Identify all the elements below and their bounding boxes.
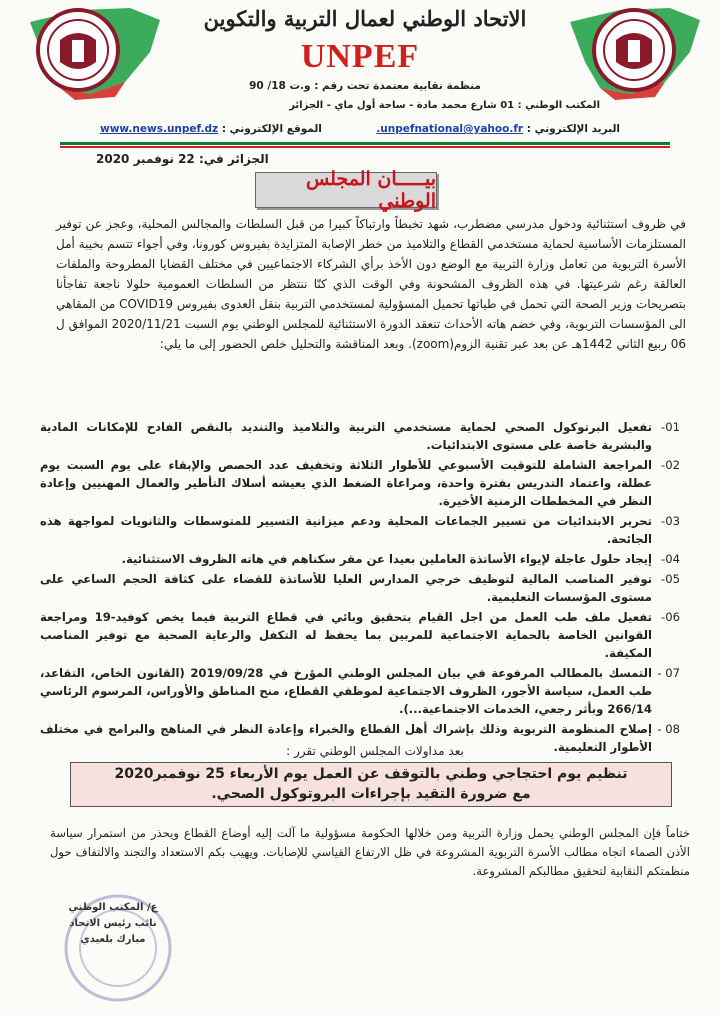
closing-paragraph: ختاماً فإن المجلس الوطني يحمل وزارة التربية ومن خلالها الحكومة مسؤولية ما آلت إليه أوضاع القطاع ويحذر من استمرار سياسة الأذن الصماء اتجاه مطالب الأسرة التربوية المشروعة في ظل الارتفاع القياسي للإصابات. ويهيب بكم الاستعداد والتجند والالتفاف حول منظمتكم النقابية لتحقيق مطالبكم المشروعة. <box>50 826 690 878</box>
item-number: 07 - <box>657 666 680 680</box>
decision-line-1: تنظيم يوم احتجاجي وطني بالتوقف عن العمل يوم الأربعاء 25 نوفمبر2020 <box>114 766 628 782</box>
list-item <box>40 512 680 548</box>
org-name-english: UNPEF <box>300 38 420 75</box>
signature-office: ع/ المكتب الوطني <box>68 902 158 913</box>
item-number: 04- <box>661 552 680 566</box>
signature-name: مبارك بلعيدي <box>80 934 146 945</box>
list-item <box>40 570 680 606</box>
signature-block <box>48 900 178 948</box>
decision-intro: بعد مداولات المجلس الوطني تقرر : <box>286 744 464 758</box>
item-number: 03- <box>661 514 680 528</box>
contact-row <box>100 123 620 139</box>
org-name-arabic: الاتحاد الوطني لعمال التربية والتكوين <box>203 6 527 31</box>
item-text: إصلاح المنظومة التربوية وذلك بإشراك أهل القطاع والخبراء وإعادة النظر في المناهج والبرامج في مختلف الأطوار التعليمية. <box>40 722 652 754</box>
demands-list <box>40 418 680 758</box>
item-number: 01- <box>661 420 680 434</box>
decision-box <box>70 762 672 807</box>
signature-role: نائب رئيس الاتحاد <box>69 918 157 929</box>
item-text: تفعيل ملف طب العمل من اجل القيام بتحقيق وبائي في قطاع التربية فيما يخص كوفيد-19 ومراجعة القوانين الخاصة بالحماية الاجتماعية للمربين بما يحفظ له التكفل والرعاية الصحية مع توفير المناصب المكيفة. <box>40 610 652 660</box>
item-text: توفير المناصب المالية لتوظيف خرجي المدارس العليا للأساتذة للقضاء على كثافة الحجم الساعي على مستوى المؤسسات التعليمية. <box>40 572 652 604</box>
list-item <box>40 456 680 510</box>
email-block <box>376 123 620 135</box>
website-block <box>100 123 322 135</box>
decision-line-2: مع ضرورة التقيد بإجراءات البروتوكول الصحي. <box>211 786 531 802</box>
registration-number: منظمة نقابية معتمدة تحت رقم : و.ت 18/ 90 <box>249 80 481 92</box>
item-number: 08 - <box>657 722 680 736</box>
item-text: إيجاد حلول عاجلة لإيواء الأساتذة العاملين بعيدا عن مقر سكناهم في هاته الظروف الاستثنائية. <box>121 552 652 566</box>
list-item <box>40 608 680 662</box>
item-number: 02- <box>661 458 680 472</box>
list-item <box>40 550 680 568</box>
item-text: تفعيل البرتوكول الصحي لحماية مستخدمي التربية والتلاميذ والتنديد بالنقص الفادح للإمكانات المادية والبشرية خاصة على مستوى الابتدائيات. <box>40 420 652 452</box>
list-item <box>40 418 680 454</box>
document-date: الجزائر في: 22 نوفمبر 2020 <box>96 152 269 166</box>
header-divider-green <box>60 142 670 145</box>
statement-title-box <box>255 168 437 212</box>
office-address: المكتب الوطني : 01 شارع محمد مادة - ساحة أول ماي - الجزائر <box>289 100 600 111</box>
item-text: تحرير الابتدائيات من تسيير الجماعات المحلية ودعم ميزانية التسيير للمتوسطات والثانويات لمواجهة هذه الجائحة. <box>40 514 652 546</box>
item-text: التمسك بالمطالب المرفوعة في بيان المجلس الوطني المؤرخ في 2019/09/28 (القانون الخاص، التقاعد، طب العمل، سياسة الأجور، الظروف الاجتماعية لموظفي القطاع، منح المناطق والأوراس، المرسوم الرئاسي 266/14 وبأثر رجعي، الخدمات الاجتماعية...). <box>40 666 652 716</box>
item-text: المراجعة الشاملة للتوقيت الأسبوعي للأطوار الثلاثة وتخفيف عدد الحصص والإبقاء على يوم السبت يوم عطلة، واعتماد التدريس بفترة واحدة، ومراعاة الضغط الذي يعيشه أسلاك التأطير والعمال المهنيين وإعادة النظر في المخططات الزمنية الأخيرة. <box>40 458 652 508</box>
union-logo-left-icon <box>32 6 124 94</box>
email-label: البريد الإلكتروني : <box>526 123 620 135</box>
statement-title: بيـــــان المجلس الوطني <box>305 168 436 212</box>
list-item <box>40 664 680 718</box>
item-number: 05- <box>661 572 680 586</box>
union-logo-right-icon <box>588 6 680 94</box>
header-divider-red <box>60 146 670 148</box>
intro-paragraph: في ظروف استثنائية ودخول مدرسي مضطرب، شهد تخبطاً وارتباكاً كبيرا من قبل السلطات والمجالس المحلية، وعجز عن توفير المستلزمات الأساسية لحماية مستخدمي القطاع والتلاميذ من خطر الإصابة المتزايدة بفيروس كورونا، وفي أجواء تتسم بخيبة أمل الأسرة التربوية من تعامل وزارة التربية مع الوضع دون الأخذ برأي الشركاء الاجتماعيين في مختلف القضايا المطروحة والملفات العالقة رغم شرعيتها. في هذه الظروف المشحونة وفي الوقت الذي كنّا ننتظر من السلطات العمومية حلولا ناجعة تفاجأنا بتصريحات وزير الصحة التي تحمل في طياتها تحميل المسؤولية لمستخدمي التربية بنقل العدوى بفيروس COVID19 من المقاهي الى المؤسسات التربوية، وفي خضم هاته الأحداث تنعقد الدورة الاستثنائية للمجلس الوطني يوم السبت 2020/11/21 الموافق ل 06 ربيع الثاني 1442هـ عن بعد عبر تقنية الزوم(zoom). وبعد المناقشة والتحليل خلص الحضور إلى ما يلي: <box>55 217 686 351</box>
website-label: الموقع الإلكتروني : <box>221 123 322 135</box>
item-number: 06- <box>661 610 680 624</box>
email-link[interactable]: unpefnational@yahoo.fr. <box>376 123 524 135</box>
website-link[interactable]: www.news.unpef.dz <box>100 123 219 135</box>
